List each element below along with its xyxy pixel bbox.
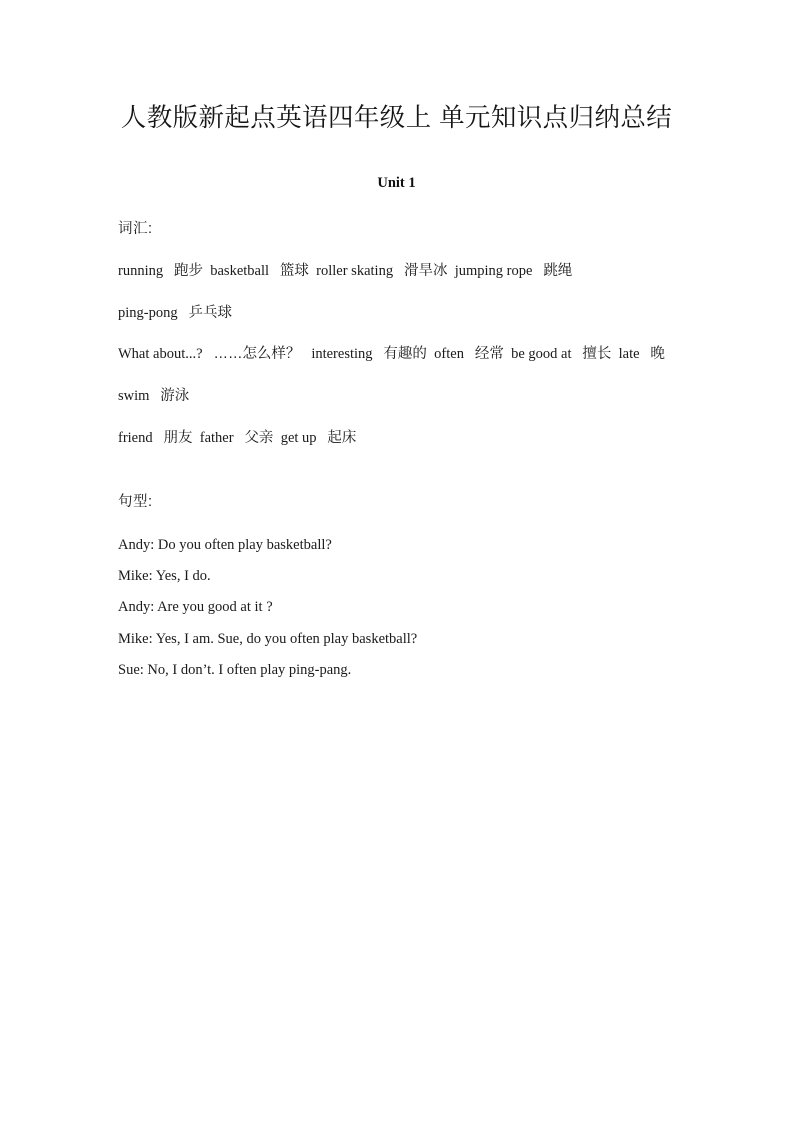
cjk-run: 擅长	[582, 346, 612, 363]
cjk-run: 朋友	[163, 429, 193, 446]
dialogue-line: Sue: No, I don’t. I often play ping-pang.	[118, 661, 352, 678]
vocabulary-line-text: What about...? ……怎么样？ interesting 有趣的 often 经常 be good at 擅长 late 晚 swim 游泳	[118, 346, 673, 405]
vocabulary-line	[118, 334, 680, 418]
vocabulary-line-text: friend 朋友 father 父亲 get up 起床	[118, 429, 357, 446]
cjk-run: 跳绳	[543, 262, 573, 279]
vocabulary-label: 词汇:	[118, 221, 153, 237]
dialogue-line: Mike: Yes, I do.	[118, 568, 211, 585]
cjk-run: 跑步	[173, 262, 203, 279]
document-title: 人教版新起点英语四年级上 单元知识点归纳总结	[120, 104, 673, 132]
sentence-pattern-label: 句型:	[118, 494, 153, 510]
cjk-run: 滑旱冰	[403, 262, 448, 279]
cjk-run: 父亲	[244, 429, 274, 446]
dialogue-line: Andy: Are you good at it ?	[118, 599, 273, 616]
dialogue-line: Mike: Yes, I am. Sue, do you often play basketball?	[118, 630, 418, 647]
cjk-run: 起床	[327, 429, 357, 446]
cjk-run: 有趣的	[383, 346, 427, 363]
sentence-pattern-label-row	[118, 488, 680, 516]
vocabulary-label-row	[118, 208, 680, 251]
cjk-run: 游泳	[160, 388, 190, 405]
cjk-run: 经常	[474, 346, 504, 363]
cjk-run: 篮球	[279, 262, 309, 279]
unit-heading: Unit 1	[377, 175, 416, 191]
vocabulary-line-text: running 跑步 basketball 篮球 roller skating 滑旱冰 jumping rope 跳绳	[118, 262, 573, 279]
cjk-run: 乒乓球	[188, 304, 232, 321]
cjk-run: 晚	[650, 346, 665, 363]
vocabulary-line	[118, 293, 680, 335]
dialogue-line: Andy: Do you often play basketball?	[118, 537, 332, 553]
vocabulary-line	[118, 418, 680, 460]
vocabulary-section	[118, 208, 680, 460]
cjk-run: ……怎么样？	[213, 346, 301, 363]
vocabulary-line	[118, 251, 680, 293]
vocabulary-line-text: ping-pong 乒乓球	[118, 304, 232, 321]
sentence-pattern-section	[118, 488, 680, 686]
